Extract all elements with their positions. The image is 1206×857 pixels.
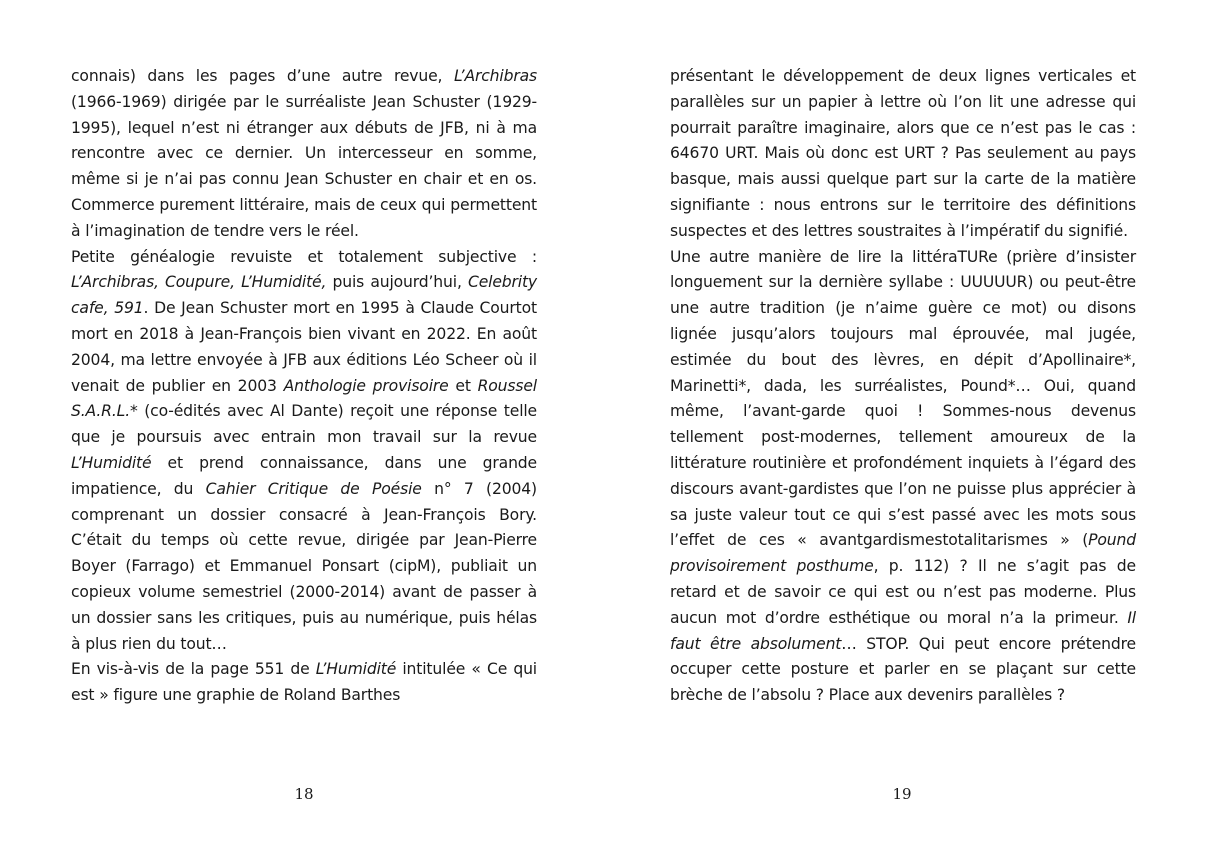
text-run: (co-édités avec Al Dante) reçoit une réponse telle que je poursuis avec entrain mon travail sur la revue xyxy=(71,402,537,447)
left-paragraph-2 xyxy=(71,245,537,658)
text-run: et prend connaissance, dans une grande impatience, du xyxy=(71,453,537,498)
left-paragraph-1 xyxy=(71,64,537,245)
text-run: puis aujourd’hui, xyxy=(326,273,468,292)
italic-text-run: Il faut être absolument xyxy=(670,608,1136,653)
left-page-number: 18 xyxy=(294,785,314,803)
italic-text-run: L’Humidité xyxy=(315,660,397,679)
italic-text-run: Celebrity cafe, 591 xyxy=(71,273,537,318)
italic-text-run: Pound provisoirement posthume xyxy=(670,531,1136,576)
italic-text-run: L’Archibras xyxy=(453,67,537,85)
right-page xyxy=(670,64,1136,709)
italic-text-run: L’Archibras, Coupure, L’Humidité, xyxy=(71,273,327,292)
text-run: (1966-1969) dirigée par le surréaliste Jean Schuster (1929-1995), lequel n’est ni étranger aux débuts de JFB, ni à ma rencontre avec ce dernier. Un intercesseur en somme, même si je n’ai pas connu Jean Schuster en chair et en os. Commerce purement littéraire, mais de ceux qui permettent à l’imagination de tendre vers le réel. xyxy=(71,92,537,240)
text-run: connais) dans les pages d’une autre revue, xyxy=(71,67,454,85)
right-paragraph-2 xyxy=(670,245,1136,709)
text-run: Une autre manière de lire la littéraTURe (prière d’insister longuement sur la dernière syllabe : UUUUUR) ou peut-être une autre tradition (je n’aime guère ce mot) ou disons lignée jusqu’alors toujours mal éprouvée, mal jugée, estimée du bout des lèvres, en dépit d’Apollinaire*, Marinetti*, dada, les surréalistes, Pound*… Oui, quand même, l’avant-garde quoi ! Sommes-nous devenus tellement post-modernes, tellement amoureux de la littérature routinière et profondément inquiets à l’égard des discours avant-gardistes que l’on ne puisse plus apprécier à sa juste valeur tout ce qui s’est passé avec les mots sous l’effet de ces « avantgardismestotalitarismes » ( xyxy=(670,247,1136,550)
left-page xyxy=(71,64,537,709)
text-run: n° 7 (2004) comprenant un dossier consacré à Jean-François Bory. C’était du temps où cette revue, dirigée par Jean-Pierre Boyer (Farrago) et Emmanuel Ponsart (cipM), publiait un copieux volume semestriel (2000-2014) avant de passer à un dossier sans les critiques, puis au numérique, puis hélas à plus rien du tout… xyxy=(71,479,537,653)
text-run: intitulée « Ce qui est » figure une graphie de Roland Barthes xyxy=(71,660,537,705)
italic-text-run: Cahier Critique de Poésie xyxy=(205,479,422,498)
left-paragraph-3 xyxy=(71,657,537,709)
right-page-number: 19 xyxy=(892,785,912,803)
italic-text-run: Anthologie provisoire xyxy=(283,376,449,395)
text-run: et xyxy=(448,376,478,395)
text-run: , p. 112) ? Il ne s’agit pas de retard et de savoir ce qui est ou n’est pas moderne. Plus aucun mot d’ordre esthétique ou moral n’a la primeur. xyxy=(670,557,1136,627)
text-run: … STOP. Qui peut encore prétendre occuper cette posture et parler en se plaçant sur cette brèche de l’absolu ? Place aux devenirs parallèles ? xyxy=(670,634,1136,705)
italic-text-run: Roussel S.A.R.L.* xyxy=(71,376,537,421)
text-run: . De Jean Schuster mort en 1995 à Claude Courtot mort en 2018 à Jean-François bien vivant en 2022. En août 2004, ma lettre envoyée à JFB aux éditions Léo Scheer où il venait de publier en 2003 xyxy=(71,299,537,395)
text-run: Petite généalogie revuiste et totalement subjective : xyxy=(71,247,537,266)
text-run: En vis-à-vis de la page 551 de xyxy=(71,660,316,679)
text-run: présentant le développement de deux lignes verticales et parallèles sur un papier à lettre où l’on lit une adresse qui pourrait paraître imaginaire, alors que ce n’est pas le cas : 64670 URT. Mais où donc est URT ? Pas seulement au pays basque, mais aussi quelque part sur la carte de la matière signifiante : nous entrons sur le territoire des définitions suspectes et des lettres soustraites à l’impératif du signifié. xyxy=(670,67,1136,240)
italic-text-run: L’Humidité xyxy=(71,453,152,472)
right-paragraph-1 xyxy=(670,64,1136,245)
